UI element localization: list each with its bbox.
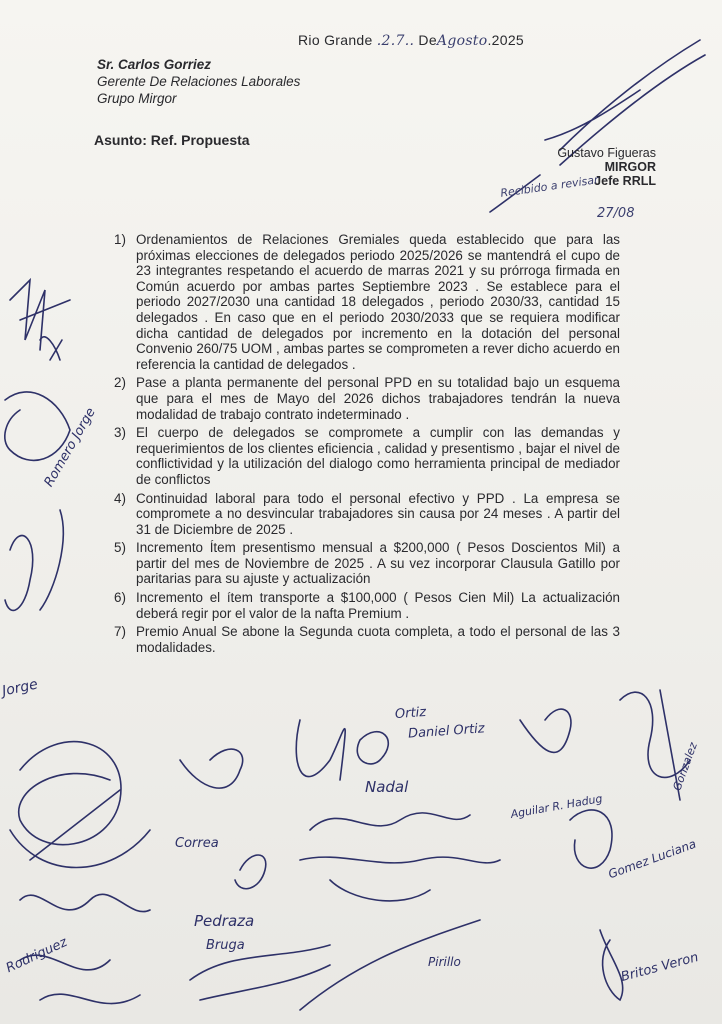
signature-gonzalez: Gonzalez <box>670 740 700 793</box>
received-name: Gustavo Figueras <box>557 146 656 160</box>
recipient-block <box>97 56 300 107</box>
signature-pedraza: Pedraza <box>194 912 255 930</box>
received-handwritten-note: Recibido a revisar <box>499 173 600 200</box>
recipient-name: Sr. Carlos Gorriez <box>97 57 212 72</box>
list-item: 3) El cuerpo de delegados se compromete a cumplir con las demandas y requerimientos de los clientes eficiencia , calidad y presentismo , bajar el nivel de conflictividad y la utilización del dialogo como herramienta principal de mediador de conflictos <box>114 425 620 487</box>
signature-pirillo: Pirillo <box>428 955 461 969</box>
recipient-company: Grupo Mirgor <box>97 91 177 106</box>
signature-aguilar: Aguilar R. Hadug <box>509 792 604 821</box>
date-month: Agosto <box>436 33 488 49</box>
signature-ortiz: Ortiz <box>394 704 427 723</box>
signature-rodriguez: Rodriguez <box>3 934 70 977</box>
list-item: 5) Incremento Ítem presentismo mensual a $200,000 ( Pesos Doscientos Mil) a partir del mes de Noviembre de 2025 . A su vez incorporar Clausula Gatillo por paritarias para su ajuste y actualización <box>114 540 620 587</box>
signature-romero-jorge: Romero Jorge <box>41 405 99 490</box>
date-day: .2.7.. <box>376 33 415 49</box>
list-item: 7) Premio Anual Se abone la Segunda cuota completa, a todo el personal de las 3 modalidades. <box>114 624 620 655</box>
list-item: 4) Continuidad laboral para todo el personal efectivo y PPD . La empresa se compromete a no desvincular trabajadores sin causa por 24 meses . A partir del 31 de Diciembre de 2025 . <box>114 490 620 537</box>
received-handwritten-date: 27/08 <box>597 206 635 221</box>
signature-gomez: Gomez Luciana <box>606 836 698 882</box>
date-place: Rio Grande <box>298 32 373 48</box>
recipient-title: Gerente De Relaciones Laborales <box>97 74 301 89</box>
date-de: De <box>418 32 437 48</box>
date-line: Rio Grande .2.7.. DeAgosto.2025 <box>298 32 525 49</box>
signature-correa: Correa <box>175 836 219 851</box>
signature-bruga: Bruga <box>206 938 245 953</box>
signature-daniel-ortiz: Daniel Ortiz <box>407 721 486 742</box>
list-item: 1) Ordenamientos de Relaciones Gremiales queda establecido que para las próximas elecciones de delegados periodo 2025/2026 se mantendrá el cupo de 23 integrantes respetando el acuerdo de marras 2021 y su prórroga firmada en Común acuerdo por ambas partes Septiembre 2023 . Se establece para el periodo 2027/2030 una cantidad 18 delegados , periodo 2030/33, cantidad 15 delegados . En caso que en el periodo 2030/2033 que se requiera modificar dicha cantidad de delegados por incremento en la dotación del personal Convenio 260/75 UOM , ambas partes se comprometen a rever dicho acuerdo en referencia la cantidad de delegados . <box>114 232 620 372</box>
proposal-points-list <box>114 232 620 658</box>
date-year: 2025 <box>491 32 525 48</box>
signature-jorge: Jorge <box>0 676 40 700</box>
received-company: MIRGOR <box>604 160 656 174</box>
signature-britos-veron: Britos Veron <box>619 949 701 986</box>
signature-nadal: Nadal <box>365 778 409 796</box>
list-item: 6) Incremento el ítem transporte a $100,000 ( Pesos Cien Mil) La actualización deberá regir por el valor de la nafta Premium . <box>114 590 620 621</box>
subject-line: Asunto: Ref. Propuesta <box>94 132 250 148</box>
received-role: Jefe RRLL <box>594 174 656 188</box>
list-item: 2) Pase a planta permanente del personal PPD en su totalidad bajo un esquema que para el mes de Mayo del 2026 dichos trabajadores tendrán la nueva modalidad de trabajo contrato indeterminado . <box>114 375 620 422</box>
